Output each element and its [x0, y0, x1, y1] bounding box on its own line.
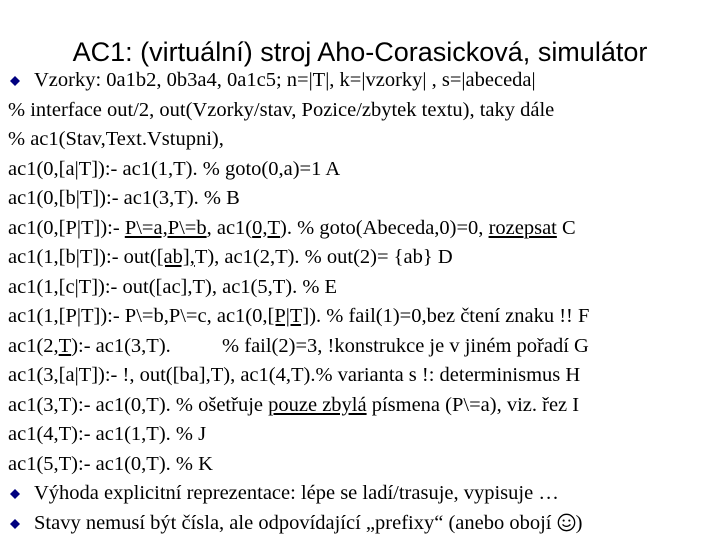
line-text-part: C — [557, 217, 576, 239]
line-text: ac1(4,T):- ac1(1,T). % J — [8, 423, 206, 445]
code-line — [0, 332, 720, 362]
bullet-line-advantage — [0, 479, 720, 509]
line-text: Stavy nemusí být čísla, ale odpovídající „prefixy“ (anebo obojí — [34, 512, 557, 534]
bullet-line-states — [0, 509, 720, 539]
line-text: ac1(0,[b|T]):- ac1(3,T). % B — [8, 187, 240, 209]
line-text-part: ac1(3,T):- ac1(0,T). % ošetřuje — [8, 394, 268, 416]
line-text: % interface out/2, out(Vzorky/stav, Pozice/zbytek textu), taky dále — [8, 99, 554, 121]
closing-paren: ) — [576, 512, 583, 534]
line-text-part: ). % goto(Abeceda,0)=0, — [280, 217, 489, 239]
underlined-text: [P|T] — [268, 305, 310, 327]
underlined-text: pouze zbylá — [268, 394, 366, 416]
code-line — [0, 302, 720, 332]
diamond-bullet-icon — [9, 479, 23, 509]
code-line — [0, 125, 720, 155]
code-line — [0, 361, 720, 391]
underlined-text: P\=a,P\=b — [125, 217, 207, 239]
line-text-part: písmena (P\=a), viz. řez I — [367, 394, 580, 416]
line-text-part: ac1(2, — [8, 335, 59, 357]
line-text-part: ). % fail(1)=0,bez čtení znaku !! F — [309, 305, 589, 327]
line-text: ac1(5,T):- ac1(0,T). % K — [8, 453, 213, 475]
line-text: ac1(1,[c|T]):- out([ac],T), ac1(5,T). % E — [8, 276, 337, 298]
code-line — [0, 420, 720, 450]
slide-body — [0, 66, 720, 538]
code-line — [0, 391, 720, 421]
line-text: % ac1(Stav,Text.Vstupni), — [8, 128, 224, 150]
code-line — [0, 450, 720, 480]
code-line — [0, 273, 720, 303]
line-text-part: ac1(0,[P|T]):- — [8, 217, 125, 239]
code-line — [0, 214, 720, 244]
code-line — [0, 184, 720, 214]
line-text-part: ac1(1,[b|T]):- out( — [8, 246, 157, 268]
underlined-text: 0,T — [252, 217, 280, 239]
underlined-text: rozepsat — [489, 217, 557, 239]
line-text-part: , ac1( — [207, 217, 253, 239]
line-text: Vzorky: 0a1b2, 0b3a4, 0a1c5; n=|T|, k=|vzorky| , s=|abeceda| — [34, 69, 536, 91]
line-text-part: ac1(1,[P|T]):- P\=b,P\=c, ac1(0, — [8, 305, 268, 327]
diamond-bullet-icon — [9, 509, 23, 539]
bullet-line-patterns — [0, 66, 720, 96]
slide-title: AC1: (virtuální) stroj Aho-Corasicková, simulátor — [0, 34, 720, 70]
diamond-bullet-icon — [9, 66, 23, 96]
smiley-icon — [557, 512, 576, 541]
code-line — [0, 243, 720, 273]
underlined-text: T — [59, 335, 72, 357]
line-text-part: ):- ac1(3,T). % fail(2)=3, !konstrukce je v jiném pořadí G — [71, 335, 589, 357]
line-text-part: T), ac1(2,T). % out(2)= {ab} D — [195, 246, 453, 268]
line-text: ac1(3,[a|T]):- !, out([ba],T), ac1(4,T).% varianta s !: determinismus H — [8, 364, 580, 386]
line-text: Výhoda explicitní reprezentace: lépe se ladí/trasuje, vypisuje … — [34, 482, 559, 504]
code-line — [0, 96, 720, 126]
underlined-text: [ab], — [157, 246, 195, 268]
line-text: ac1(0,[a|T]):- ac1(1,T). % goto(0,a)=1 A — [8, 158, 340, 180]
code-line — [0, 155, 720, 185]
